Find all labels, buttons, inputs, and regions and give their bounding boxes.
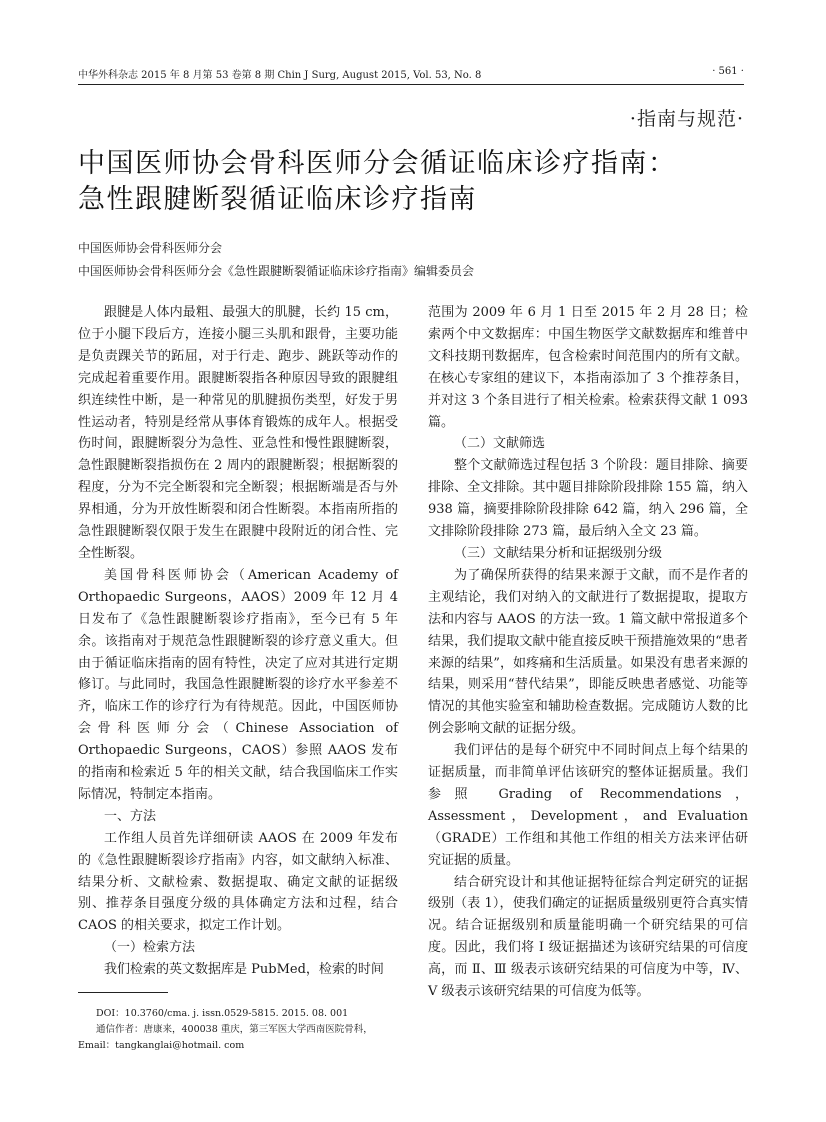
paragraph: 整个文献筛选过程包括 3 个阶段：题目排除、摘要排除、全文排除。其中题目排除阶段排除 155 篇，纳入 938 篇，摘要排除阶段排除 642 篇，纳入 296 篇，全文排除阶段排除 273 篇，最后纳入全文 23 篇。 <box>428 458 748 540</box>
author-block <box>78 237 678 283</box>
paragraph: 为了确保所获得的结果来源于文献，而不是作者的主观结论，我们对纳入的文献进行了数据提取，提取方法和内容与 AAOS 的方法一致。1 篇文献中常报道多个结果，我们提取文献中能直接反映干预措施效果的“患者来源的结果”，如疼痛和生活质量。如果没有患者来源的结果，则采用“替代结果”，即能反映患者感觉、功能等情况的其他实验室和辅助检查数据。完成随访人数的比例会影响文献的证据分级。 <box>428 567 748 737</box>
paragraph: 跟腱是人体内最粗、最强大的肌腱，长约 15 cm，位于小腿下段后方，连接小腿三头肌和跟骨，主要功能是负责踝关节的跖屈，对于行走、跑步、跳跃等动作的完成起着重要作用。跟腱断裂指各种原因导致的跟腱组织连续性中断，是一种常见的肌腱损伤类型，好发于男性运动者，特别是经常从事体育锻炼的成年人。根据受伤时间，跟腱断裂分为急性、亚急性和慢性跟腱断裂，急性跟腱断裂指损伤在 2 周内的跟腱断裂；根据断裂的程度，分为不完全断裂和完全断裂；根据断端是否与外界相通，分为开放性断裂和闭合性断裂。本指南所指的急性跟腱断裂仅限于发生在跟腱中段附近的闭合性、完全性断裂。 <box>78 305 398 561</box>
author-line-2: 中国医师协会骨科医师分会《急性跟腱断裂循证临床诊疗指南》编辑委员会 <box>78 264 475 278</box>
journal-citation: 中华外科杂志 2015 年 8 月第 53 卷第 8 期 Chin J Surg, August 2015, Vol. 53, No. 8 <box>78 70 482 81</box>
doi-line: DOI：10.3760/cma. j. issn.0529-5815. 2015. 08. 001 <box>96 1008 349 1019</box>
left-column <box>78 302 398 981</box>
subsection-heading: （三）文献结果分析和证据级别分级 <box>454 545 663 561</box>
article-title-line-2: 急性跟腱断裂循证临床诊疗指南 <box>78 184 477 215</box>
section-label: ·指南与规范· <box>629 108 744 130</box>
author-line-1: 中国医师协会骨科医师分会 <box>78 241 223 255</box>
section-heading: 一、方法 <box>104 808 157 824</box>
paragraph: 我们检索的英文数据库是 PubMed，检索的时间 <box>104 962 384 978</box>
subsection-heading: （一）检索方法 <box>104 940 196 956</box>
paragraph: 美国骨科医师协会（American Academy of Orthopaedic Surgeons，AAOS）2009 年 12 月 4 日发布了《急性跟腱断裂诊疗指南》，至今已有 5 年余。该指南对于规范急性跟腱断裂的诊疗意义重大。但由于循证临床指南的固有特性，决定了应对其进行定期修订。与此同时，我国急性跟腱断裂的诊疗水平参差不齐，临床工作的诊疗行为有待规范。因此，中国医师协会骨科医师分会（Chinese Association of Orthopaedic Surgeons，CAOS）参照 AAOS 发布的指南和检索近 5 年的相关文献，结合我国临床工作实际情况，特制定本指南。 <box>78 567 398 802</box>
article-title <box>78 146 758 218</box>
header-divider <box>78 84 744 85</box>
paragraph: 结合研究设计和其他证据特征综合判定研究的证据级别（表 1），使我们确定的证据质量级别更符合真实情况。结合证据级别和质量能明确一个研究结果的可信度。因此，我们将 Ⅰ 级证据描述为该研究结果的可信度高，而 Ⅱ、Ⅲ 级表示该研究结果的可信度为中等，Ⅳ、Ⅴ 级表示该研究结果的可信度为低等。 <box>428 874 748 1000</box>
paragraph: 工作组人员首先详细研读 AAOS 在 2009 年发布的《急性跟腱断裂诊疗指南》内容，如文献纳入标准、结果分析、文献检索、数据提取、确定文献的证据级别、推荐条目强度分级的具体确定方法和过程，结合 CAOS 的相关要求，拟定工作计划。 <box>78 830 398 934</box>
footnote-divider <box>78 992 168 993</box>
paragraph-continued: 范围为 2009 年 6 月 1 日至 2015 年 2 月 28 日；检索两个中文数据库：中国生物医学文献数据库和维普中文科技期刊数据库，包含检索时间范围内的所有文献。在核心专家组的建议下，本指南添加了 3 个推荐条目，并对这 3 个条目进行了相关检索。检索获得文献 1 093 篇。 <box>428 305 748 430</box>
correspondence-line: 通信作者：唐康来，400038 重庆，第三军医大学西南医院骨科，Email：tangkanglai@hotmail. com <box>78 1024 373 1051</box>
footnotes <box>78 1006 400 1054</box>
paragraph: 我们评估的是每个研究中不同时间点上每个结果的证据质量，而非简单评估该研究的整体证据质量。我们参照 Grading of Recommendations，Assessment，Development，and Evaluation（GRADE）工作组和其他工作组的相关方法来评估研究证据的质量。 <box>428 743 748 868</box>
right-column <box>428 302 748 1003</box>
article-title-line-1: 中国医师协会骨科医师分会循证临床诊疗指南： <box>78 148 677 179</box>
page-number: · 561 · <box>712 66 744 77</box>
subsection-heading: （二）文献筛选 <box>454 436 546 452</box>
